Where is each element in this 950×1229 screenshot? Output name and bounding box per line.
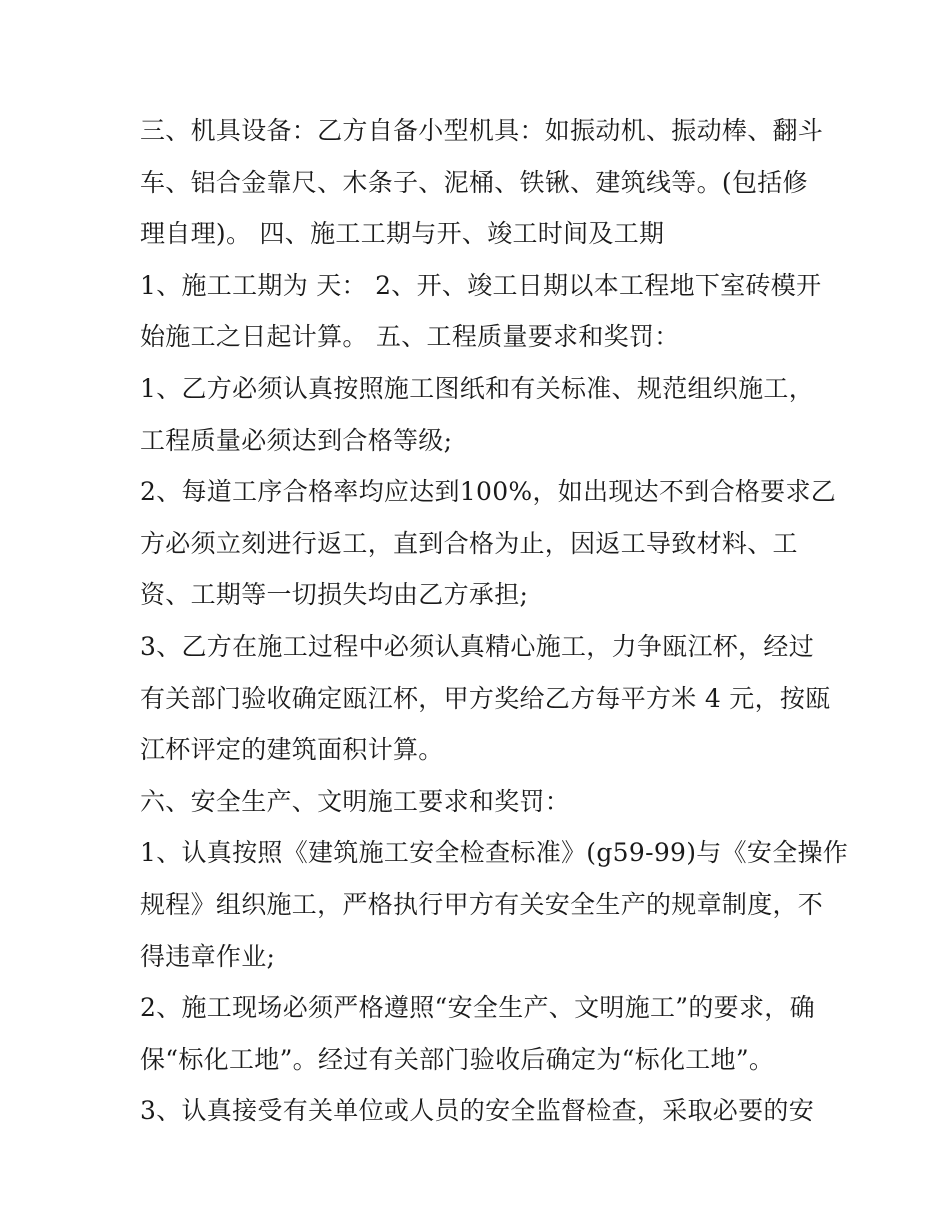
text-line: 1、施工工期为 天： 2、开、竣工日期以本工程地下室砖模开 — [140, 270, 822, 300]
text-line: 六、安全生产、文明施工要求和奖罚： — [140, 786, 571, 816]
text-line: 资、工期等一切损失均由乙方承担; — [140, 580, 529, 610]
text-line: 三、机具设备：乙方自备小型机具：如振动机、振动棒、翻斗 — [140, 116, 824, 145]
document-body — [140, 105, 849, 1137]
text-line: 1、认真按照《建筑施工安全检查标准》(g59-99)与《安全操作 — [140, 838, 849, 868]
text-line: 2、每道工序合格率均应达到100%，如出现达不到合格要求乙 — [140, 477, 837, 507]
text-line: 得违章作业; — [140, 941, 276, 971]
text-line: 方必须立刻进行返工，直到合格为止，因返工导致材料、工 — [140, 528, 798, 558]
text-line: 保“标化工地”。经过有关部门验收后确定为“标化工地”。 — [140, 1044, 775, 1074]
text-line: 2、施工现场必须严格遵照“安全生产、文明施工”的要求，确 — [140, 993, 815, 1023]
text-line: 有关部门验收确定瓯江杯，甲方奖给乙方每平方米 4 元，按瓯 — [140, 683, 831, 713]
text-line: 工程质量必须达到合格等级; — [140, 425, 453, 455]
text-line: 规程》组织施工，严格执行甲方有关安全生产的规章制度，不 — [140, 889, 824, 919]
text-line: 车、铝合金靠尺、木条子、泥桶、铁锹、建筑线等。(包括修 — [140, 167, 808, 197]
text-line: 1、乙方必须认真按照施工图纸和有关标准、规范组织施工， — [140, 373, 815, 403]
text-line: 理自理)。 四、施工工期与开、竣工时间及工期 — [140, 219, 665, 249]
text-line: 3、认真接受有关单位或人员的安全监督检查，采取必要的安 — [140, 1096, 815, 1126]
text-line: 始施工之日起计算。 五、工程质量要求和奖罚： — [140, 322, 680, 352]
text-line: 江杯评定的建筑面积计算。 — [140, 735, 444, 765]
text-line: 3、乙方在施工过程中必须认真精心施工，力争瓯江杯，经过 — [140, 631, 815, 661]
